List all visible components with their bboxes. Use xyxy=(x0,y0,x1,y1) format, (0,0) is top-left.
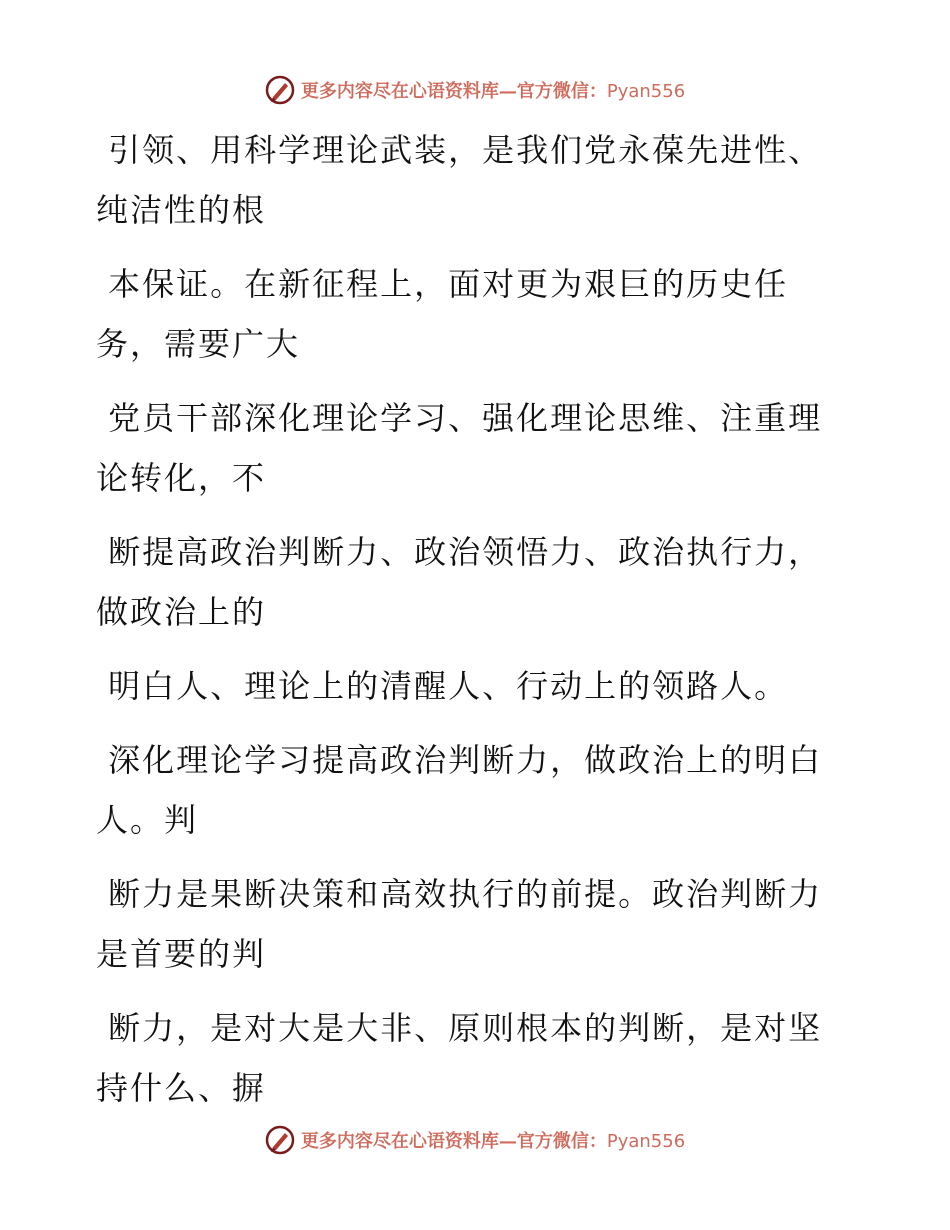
header-banner xyxy=(0,70,950,110)
paragraph: 引领、用科学理论武装，是我们党永葆先进性、 纯洁性的根 xyxy=(96,131,823,229)
paragraph: 断提高政治判断力、政治领悟力、政治执行力， 做政治上的 xyxy=(96,533,823,631)
paragraph: 深化理论学习提高政治判断力，做政治上的明白 人。判 xyxy=(96,741,823,839)
header-banner-text: 更多内容尽在心语资料库—官方微信：Pyan556 xyxy=(300,81,686,102)
paragraph: 党员干部深化理论学习、强化理论思维、注重理 论转化，不 xyxy=(96,399,823,497)
paragraph: 断力，是对大是大非、原则根本的判断，是对坚 持什么、摒 xyxy=(96,1009,823,1107)
paragraph: 断力是果断决策和高效执行的前提。政治判断力 是首要的判 xyxy=(96,875,823,973)
header-wechat-id: Pyan556 xyxy=(606,81,686,102)
pen-logo-icon xyxy=(265,75,295,105)
footer-wechat-id: Pyan556 xyxy=(606,1131,686,1152)
footer-banner-text: 更多内容尽在心语资料库—官方微信：Pyan556 xyxy=(300,1131,686,1152)
footer-banner xyxy=(0,1120,950,1160)
pen-logo-icon xyxy=(265,1125,295,1155)
document-body xyxy=(96,120,856,1132)
paragraph: 明白人、理论上的清醒人、行动上的领路人。 xyxy=(96,667,789,705)
paragraph: 本保证。在新征程上，面对更为艰巨的历史任 务，需要广大 xyxy=(96,265,789,363)
